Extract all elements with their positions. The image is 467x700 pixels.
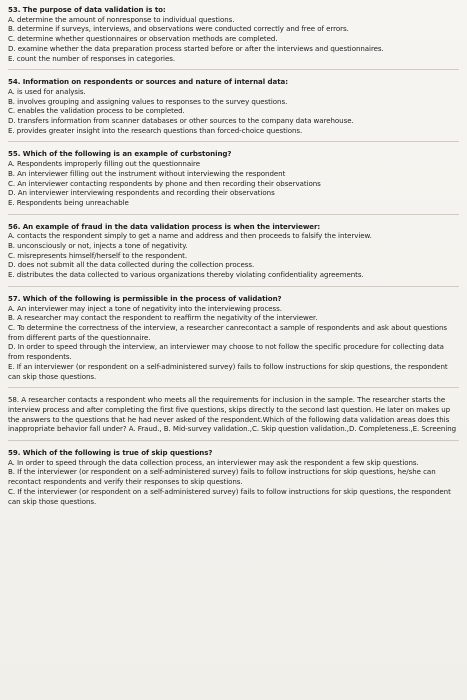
- question-stem: 53. The purpose of data validation is to:: [8, 5, 166, 14]
- question-block: [8, 5, 459, 70]
- answer-option: C. If the interviewer (or respondent on a self-administered survey) fails to follow instructions for skip questions, the respondent can skip those questions.: [8, 486, 451, 506]
- answer-option: B. An interviewer filling out the instrument without interviewing the respondent: [8, 168, 286, 178]
- answer-option: E. distributes the data collected to various organizations thereby violating confidentiality agreements.: [8, 270, 364, 280]
- question-stem: 57. Which of the following is permissible in the process of validation?: [8, 293, 282, 303]
- question-stem: 59. Which of the following is true of skip questions?: [8, 448, 213, 458]
- question-block: [8, 294, 459, 388]
- answer-option: A. contacts the respondent simply to get a name and address and then proceeds to falsify the interview.: [8, 231, 372, 241]
- answer-option: A. Respondents improperly filling out the questionnaire: [8, 159, 200, 169]
- answer-option: C. An interviewer contacting respondents by phone and then recording their observations: [8, 178, 321, 188]
- question-block: [8, 448, 459, 512]
- answer-option: D. does not submit all the data collected during the collection process.: [8, 260, 255, 270]
- answer-option: A. is used for analysis.: [8, 86, 86, 96]
- question-block: [8, 149, 459, 214]
- answer-option: E. If an interviewer (or respondent on a self-administered survey) fails to follow instructions for skip questions, the respondent can skip those questions.: [8, 361, 448, 381]
- answer-option: A. In order to speed through the data collection process, an interviewer may ask the respondent a few skip questions.: [8, 457, 419, 467]
- answer-option: E. provides greater insight into the research questions than forced-choice questions.: [8, 125, 303, 135]
- question-block: [8, 222, 459, 287]
- answer-option: B. determine if surveys, interviews, and observations were conducted correctly and free of errors.: [8, 24, 349, 34]
- answer-option: B. involves grouping and assigning values to responses to the survey questions.: [8, 96, 288, 106]
- answer-option: A. determine the amount of nonresponse to individual questions.: [8, 14, 235, 24]
- answer-option: C. To determine the correctness of the interview, a researcher canrecontact a sample of respondents and ask about questions from different parts of the questionnaire.: [8, 322, 448, 342]
- answer-option: D. examine whether the data preparation process started before or after the interviews and questionnaires.: [8, 43, 384, 53]
- answer-option: A. An interviewer may inject a tone of negativity into the interviewing process.: [8, 303, 282, 313]
- answer-option: D. An interviewer interviewing respondents and recording their observations: [8, 188, 275, 198]
- question-stem: 55. Which of the following is an example of curbstoning?: [8, 149, 232, 159]
- answer-option: B. unconsciously or not, injects a tone of negativity.: [8, 241, 188, 251]
- answer-option: C. determine whether questionnaires or observation methods are completed.: [8, 34, 278, 44]
- question-block: [8, 395, 459, 441]
- answer-option: E. count the number of responses in categories.: [8, 53, 176, 63]
- question-stem: 56. An example of fraud in the data validation process is when the interviewer:: [8, 221, 321, 231]
- question-block: [8, 77, 459, 142]
- answer-option: E. Respondents being unreachable: [8, 197, 129, 207]
- answer-option: C. enables the validation process to be completed.: [8, 106, 185, 116]
- answer-option: C. misrepresents himself/herself to the respondent.: [8, 250, 188, 260]
- answer-option: B. A researcher may contact the respondent to reaffirm the negativity of the interviewer.: [8, 313, 318, 323]
- answer-option: D. In order to speed through the interview, an interviewer may choose to not follow the specific procedure for collecting data from respondents.: [8, 342, 444, 362]
- answer-option: B. If the interviewer (or respondent on a self-administered survey) fails to follow instructions for skip questions, he/she can recontact respondents and verify their responses to skip questions.: [8, 467, 436, 487]
- answer-option: D. transfers information from scanner databases or other sources to the company data warehouse.: [8, 116, 354, 126]
- question-stem: 54. Information on respondents or sources and nature of internal data:: [8, 77, 289, 87]
- question-text: 58. A researcher contacts a respondent who meets all the requirements for inclusion in the sample. The researcher starts the interview process and after completing the first five questions, skips directly to the second last question. He later on makes up the answers to the questions that he had never asked of the respondent.Which of the following data validation areas does this inappropriate behavior fall under? A. Fraud., B. Mid-survey validation.,C. Skip question validation.,D. Completeness.,E. Screening: [8, 395, 457, 434]
